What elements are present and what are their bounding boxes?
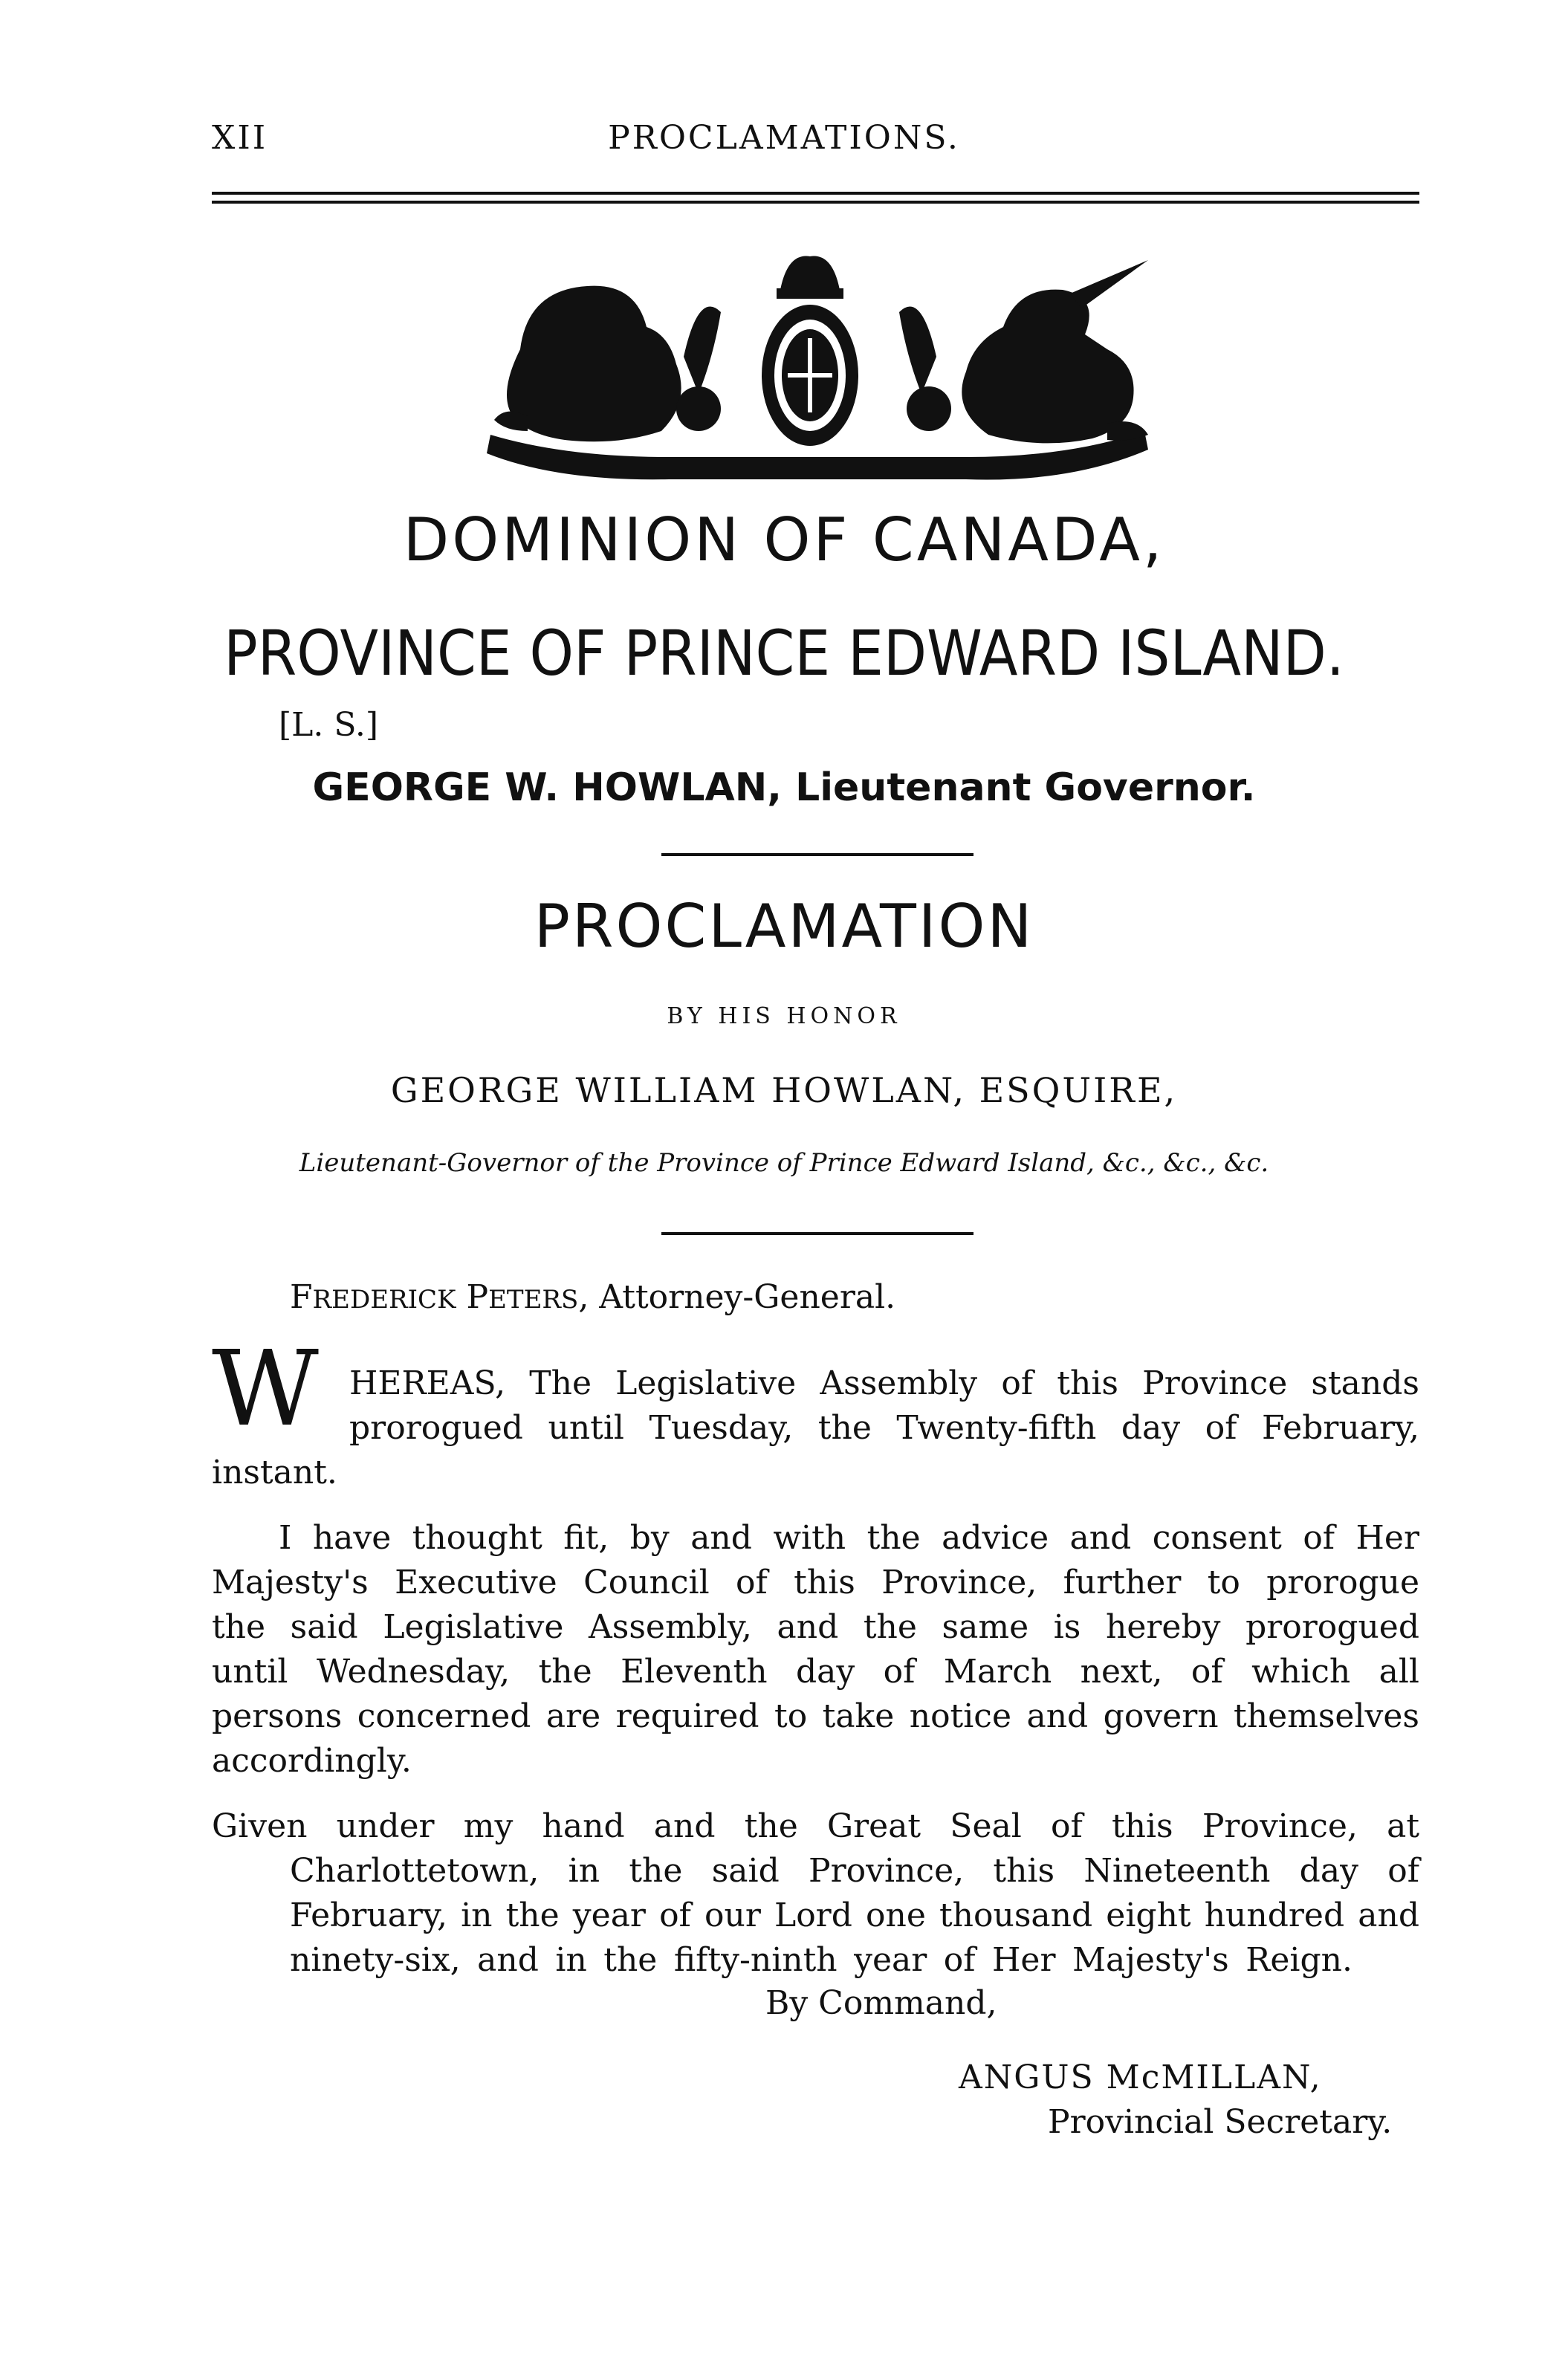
attorney-initial-2: P [466,1278,489,1316]
province-heading: PROVINCE OF PRINCE EDWARD ISLAND. [224,617,1344,690]
proclamation-title: PROCLAMATION [534,892,1034,961]
attorney-name-rest-2: ETERS [488,1285,579,1315]
whereas-line: prorogued until Tuesday, the Twenty-fifth day of February, [349,1409,1419,1447]
given-line: ninety-six, and in the fifty-ninth year of Her Majesty's Reign. [290,1941,1352,1979]
governor-full-name: GEORGE WILLIAM HOWLAN, ESQUIRE, [390,1070,1178,1110]
attorney-initial-1: F [290,1278,313,1316]
given-line: February, in the year of our Lord one thousand eight hundred and [290,1896,1419,1934]
seal-mark: [L. S.] [279,706,379,744]
page-folio: XII [212,119,268,157]
by-his-honor: BY HIS HONOR [667,1003,901,1029]
attorney-title: , Attorney-General. [578,1278,896,1316]
divider-rule [661,853,973,856]
header-rule-bottom [212,201,1419,204]
body-line: until Wednesday, the Eleventh day of March next, of which all [212,1653,1419,1691]
royal-coat-of-arms-icon [476,245,1159,498]
header-rule-top [212,192,1419,195]
body-line: the said Legislative Assembly, and the same is hereby prorogued [212,1608,1419,1646]
body-line: accordingly. [212,1742,412,1780]
secretary-title: Provincial Secretary. [1048,2103,1393,2141]
given-line: Given under my hand and the Great Seal of this Province, at [212,1807,1419,1845]
whereas-line: instant. [212,1454,337,1491]
body-line: Majesty's Executive Council of this Province, further to prorogue [212,1564,1419,1601]
whereas-line: HEREAS, The Legislative Assembly of this Province stands [349,1364,1419,1402]
dominion-heading: DOMINION OF CANADA, [403,505,1165,574]
drop-cap: W [212,1329,319,1450]
by-command: By Command, [765,1984,997,2022]
given-line: Charlottetown, in the said Province, this Nineteenth day of [290,1852,1419,1890]
divider-rule [661,1232,973,1235]
body-line: persons concerned are required to take notice and govern themselves [212,1697,1419,1735]
governor-line: GEORGE W. HOWLAN, Lieutenant Governor. [312,765,1256,810]
secretary-name: ANGUS McMILLAN, [959,2058,1322,2096]
body-line: I have thought fit, by and with the advice and consent of Her [279,1519,1419,1557]
running-title: PROCLAMATIONS. [608,119,960,157]
governor-style-line: Lieutenant-Governor of the Province of Prince Edward Island, &c., &c., &c. [299,1148,1269,1178]
attorney-name-rest-1: REDERICK [312,1285,456,1315]
attorney-general-line [290,1278,895,1316]
